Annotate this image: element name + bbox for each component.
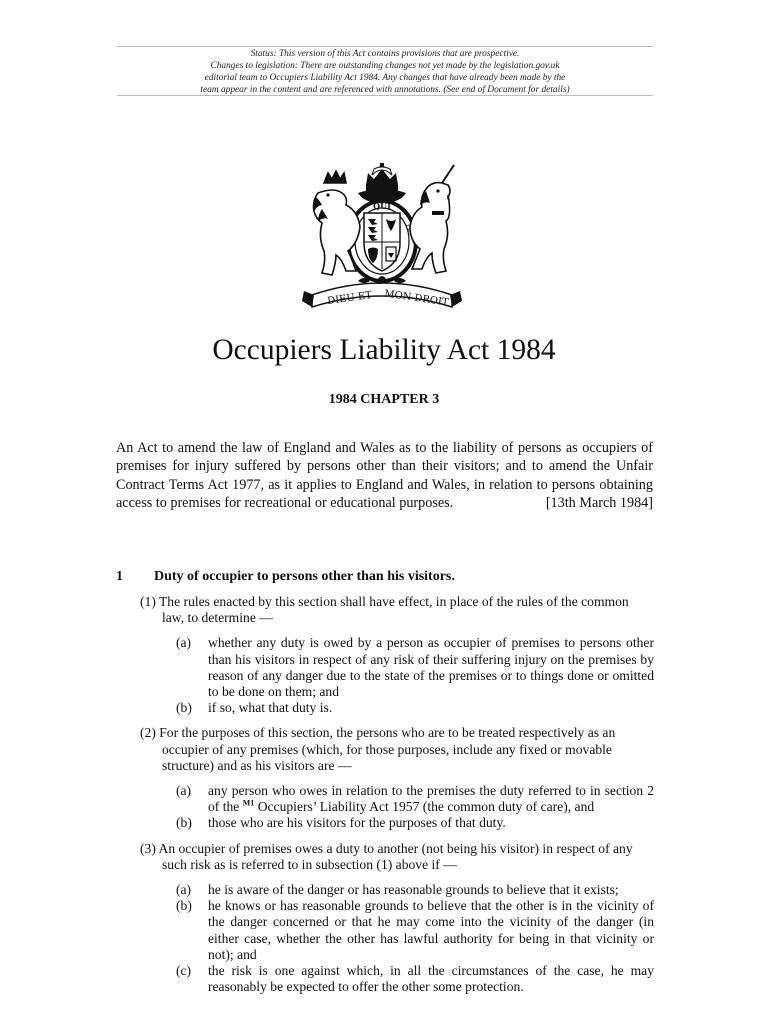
item-label: (a) [176, 635, 192, 651]
act-title: Occupiers Liability Act 1984 [212, 334, 556, 366]
long-title-text: An Act to amend the law of England and Wales as to the liability of persons as occupiers of premises for injury suffered by persons other than their visitors; and to amend the Unfair Contract Terms Act 1977, as it applies to England and Wales, in relation to persons obtaining access to premises for recreational or educational purposes. [116, 440, 653, 512]
list-item [140, 635, 654, 700]
status-line: team appear in the content and are referenced with annotations. (See end of Document for details) [200, 85, 570, 95]
section-body [140, 594, 654, 1004]
subsection-items [140, 882, 654, 995]
list-item [140, 815, 654, 831]
item-label: (a) [176, 783, 192, 799]
item-text: the risk is one against which, in all the circumstances of the case, he may reasonably be expected to offer the other some protection. [208, 963, 654, 995]
subsection-text: (1) The rules enacted by this section shall have effect, in place of the rules of the common law, to determine — [140, 594, 629, 626]
list-item [140, 783, 654, 815]
item-text: he is aware of the danger or has reasonable grounds to believe that it exists; [208, 882, 619, 898]
enactment-date: [13th March 1984] [545, 495, 653, 512]
subsection-text: (2) For the purposes of this section, the persons who are to be treated respectively as an occupier of any premises (which, for those purposes, include any fixed or movable structure) and as his visitors are — [140, 725, 616, 773]
status-box [117, 46, 653, 96]
item-label: (b) [176, 898, 192, 914]
list-item [140, 882, 654, 898]
item-text: whether any duty is owed by a person as occupier of premises to persons other than his visitors in respect of any risk of their suffering injury on the premises by reason of any danger due to the state of the premises or to things done or omitted to be done on them; and [208, 635, 654, 700]
item-text-after: Occupiers’ Liability Act 1957 (the common duty of care), and [254, 799, 595, 815]
section-number: 1 [116, 569, 123, 584]
item-text: he knows or has reasonable grounds to believe that the other is in the vicinity of the danger concerned or that he may come into the vicinity of the danger (in either case, whether the other has lawful authority for being in that vicinity or not); and [208, 898, 654, 962]
status-line: Changes to legislation: There are outstanding changes not yet made by the legislation.gov.uk [210, 61, 560, 71]
status-line: Status: This version of this Act contains provisions that are prospective. [250, 49, 520, 59]
subsection-text: (3) An occupier of premises owes a duty to another (not being his visitor) in respect of any such risk as is referred to in subsection (1) above if — [140, 840, 633, 872]
royal-coat-of-arms-icon [298, 163, 466, 315]
item-text [208, 783, 654, 815]
subsection [140, 725, 654, 774]
item-text: those who are his visitors for the purposes of that duty. [208, 815, 506, 831]
status-line: editorial team to Occupiers Liability Act 1984. Any changes that have already been made by the [204, 73, 566, 83]
list-item [140, 898, 654, 963]
list-item [140, 700, 654, 716]
svg-text:QUI: QUI [373, 201, 391, 211]
section-heading [116, 567, 656, 587]
marginal-note-link[interactable]: M1 [242, 798, 255, 808]
subsection [140, 841, 654, 873]
item-label: (b) [176, 815, 192, 831]
section-title: Duty of occupier to persons other than his visitors. [154, 569, 455, 584]
motto-right: MON DROIT [383, 288, 450, 309]
motto-left: DIEU ET [326, 289, 373, 308]
list-item [140, 963, 654, 995]
long-title [116, 439, 653, 513]
item-label: (c) [176, 963, 192, 979]
item-text-before: any person who owes in relation to the premises the duty referred to in section 2 of the [208, 783, 654, 815]
subsection-items [140, 783, 654, 832]
chapter-number: 1984 CHAPTER 3 [328, 392, 440, 407]
item-text: if so, what that duty is. [208, 700, 333, 716]
subsection [140, 594, 654, 626]
subsection-items [140, 635, 654, 716]
item-label: (a) [176, 882, 192, 898]
item-label: (b) [176, 700, 192, 716]
